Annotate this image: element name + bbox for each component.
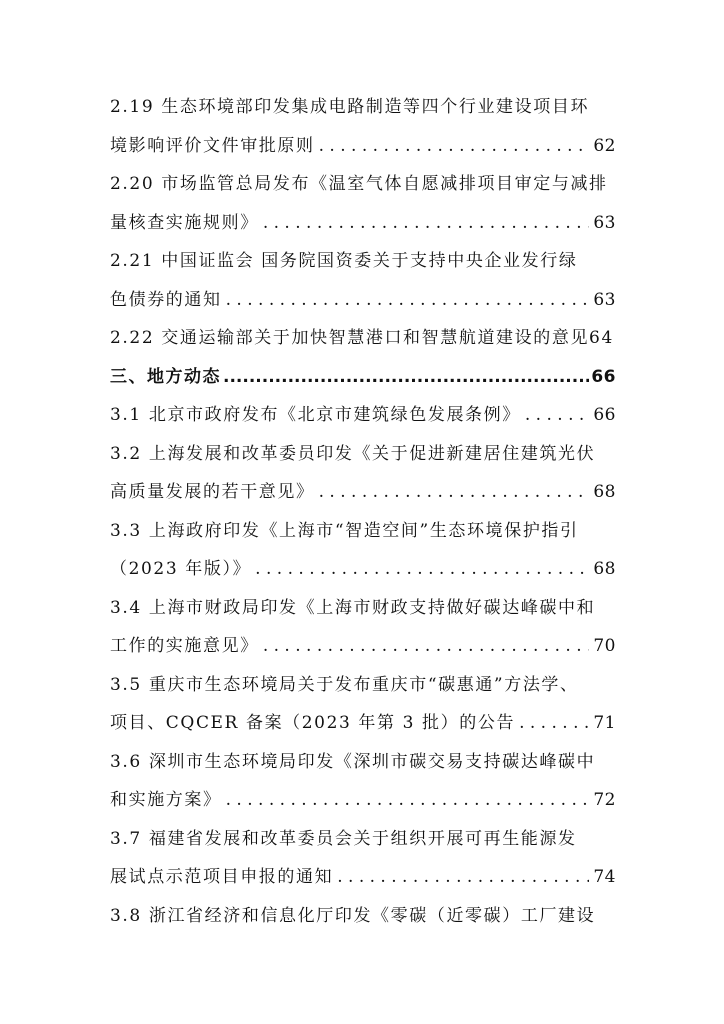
leader-dots <box>519 704 589 743</box>
page-number: 70 <box>593 636 616 656</box>
toc-entry-3-8-line-1[interactable]: 3.8 浙江省经济和信息化厅印发《零碳（近零碳）工厂建设 <box>110 905 596 926</box>
toc-entry-3-2-line-1[interactable]: 3.2 上海发展和改革委员印发《关于促进新建居住建筑光伏 <box>110 443 596 464</box>
toc-entry-2-20-line-1[interactable]: 2.20 市场监管总局发布《温室气体自愿减排项目审定与减排 <box>110 174 608 194</box>
toc-entry-3-5-line-2[interactable]: 项目、CQCER 备案（2023 年第 3 批）的公告 . . . 71 <box>110 704 616 743</box>
toc-entry-3-4-line-2[interactable]: 工作的实施意见》 . . . 70 <box>110 627 616 666</box>
leader-dots <box>223 358 589 397</box>
toc-entry-2-21-line-1[interactable]: 2.21 中国证监会 国务院国资委关于支持中央企业发行绿 <box>110 251 578 271</box>
toc-entry-3-2-line-2[interactable]: 高质量发展的若干意见》 . . . 68 <box>110 473 616 512</box>
table-of-contents <box>110 88 616 935</box>
page-number: 63 <box>593 212 616 233</box>
leader-dots <box>337 858 589 897</box>
page-number: 71 <box>593 713 616 733</box>
page-number: 63 <box>593 289 616 310</box>
toc-entry-3-6-line-1[interactable]: 3.6 深圳市生态环境局印发《深圳市碳交易支持碳达峰碳中 <box>110 751 596 772</box>
page-number: 66 <box>593 405 616 425</box>
leader-dots <box>319 127 590 166</box>
page-number: 74 <box>593 867 616 887</box>
leader-dots <box>263 204 590 243</box>
page-number: 68 <box>593 482 616 502</box>
page-number: 62 <box>593 135 616 156</box>
toc-entry-2-22[interactable]: 2.22 交通运输部关于加快智慧港口和智慧航道建设的意见64 <box>110 328 614 348</box>
leader-dots <box>255 550 589 589</box>
toc-entry-2-20-line-2[interactable]: 量核查实施规则》 . . . 63 <box>110 204 616 243</box>
toc-entry-3-6-line-2[interactable]: 和实施方案》 . . . 72 <box>110 781 616 820</box>
leader-dots <box>525 396 590 435</box>
toc-entry-2-19-line-1[interactable]: 2.19 生态环境部印发集成电路制造等四个行业建设项目环 <box>110 97 590 117</box>
page-number: 72 <box>593 790 616 810</box>
leader-dots <box>226 281 590 320</box>
toc-entry-3-7-line-1[interactable]: 3.7 福建省发展和改革委员会关于组织开展可再生能源发 <box>110 828 577 849</box>
leader-dots <box>226 781 590 820</box>
toc-entry-3-7-line-2[interactable]: 展试点示范项目申报的通知 . . . 74 <box>110 858 616 897</box>
toc-entry-3-4-line-1[interactable]: 3.4 上海市财政局印发《上海市财政支持做好碳达峰碳中和 <box>110 597 596 618</box>
toc-entry-2-19-line-2[interactable]: 境影响评价文件审批原则 . . . 62 <box>110 127 616 166</box>
leader-dots <box>263 627 590 666</box>
toc-entry-3-3-line-2[interactable]: （2023 年版）》 . . . 68 <box>110 550 616 589</box>
page-number: 68 <box>593 559 616 579</box>
toc-entry-3-3-line-1[interactable]: 3.3 上海政府印发《上海市“智造空间”生态环境保护指引 <box>110 520 579 541</box>
toc-section-heading[interactable]: 三、地方动态 ..... 66 <box>110 358 616 397</box>
toc-entry-3-1[interactable]: 3.1 北京市政府发布《北京市建筑绿色发展条例》 . . . 66 <box>110 396 616 435</box>
toc-entry-2-21-line-2[interactable]: 色债券的通知 . . . 63 <box>110 281 616 320</box>
leader-dots <box>319 473 590 512</box>
toc-entry-3-5-line-1[interactable]: 3.5 重庆市生态环境局关于发布重庆市“碳惠通”方法学、 <box>110 674 579 695</box>
page-number: 66 <box>591 366 616 387</box>
